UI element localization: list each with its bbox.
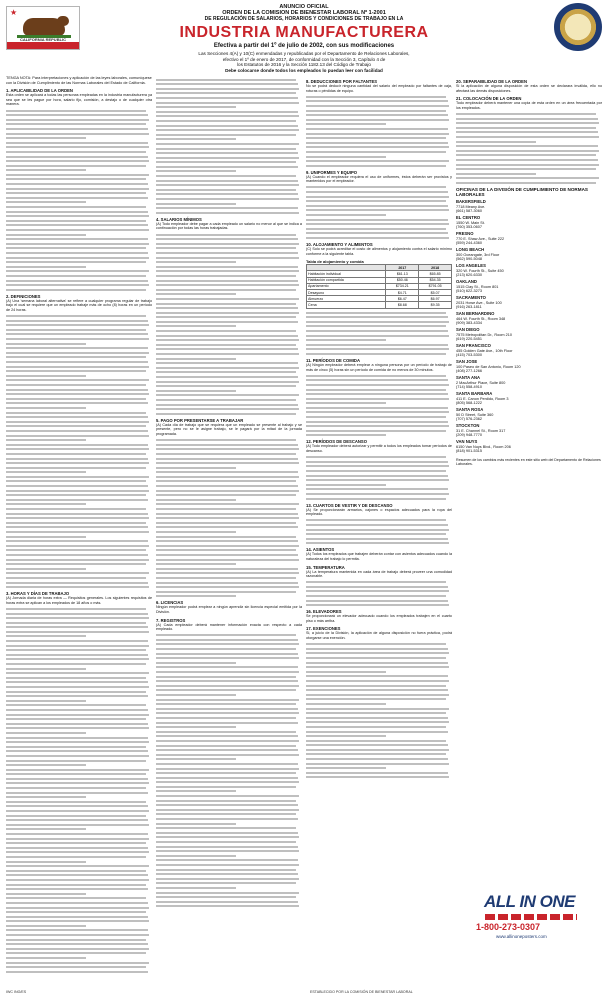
column-4 [456,76,602,974]
office-addr: 1550 W. Main St. [456,220,485,225]
section-title: 1. APLICABILIDAD DE LA ORDEN [6,88,73,94]
section-text: Ningún empleador podrá emplear a ningún aprendiz sin licencia especial emitida por la División. [156,605,302,614]
section-text: Esta orden se aplicará a todas las personas empleadas en la industria manufacturera ya sea que se les pague por hora, salario fijo, comisión, a destajo o de cualquier otra manera. [6,93,152,107]
office-addr: 50 D Street, Suite 360 [456,412,494,417]
section-title: 21. COLOCACIÓN DE LA ORDEN [456,96,522,102]
office-phone: (916) 263-1811 [456,305,482,310]
office-addr: 455 Golden Gate Ave., 10th Floor [456,348,513,353]
lodging-meals-table [306,259,452,308]
body-text-block [306,643,452,778]
body-text-block [156,234,302,415]
table-cell: $61.13 [386,271,419,277]
publisher-badge [462,888,600,972]
order-number: ORDEN DE LA COMISION DE BIENESTAR LABORAL Nº 1-2001 [222,10,386,16]
office-phone: (209) 948-7770 [456,433,482,438]
section-text: (A) Jornada diaria de horas extra — Requisitos generales. Los siguientes requisitos de horas extra se aplican a los empleados de 18 años o más. [6,596,152,605]
section-text: (A) La temperatura mantenida en cada área de trabajo deberá proveer una comodidad razonable. [306,569,452,579]
column-2 [156,76,302,974]
office-entry [456,328,602,342]
office-phone: (213) 620-6330 [456,273,482,278]
section-title: 4. SALARIOS MÍNIMOS [156,216,202,222]
column-3 [306,76,452,974]
table-caption: Tabla de alojamiento y comida [306,259,364,265]
intro-note: TENGA NOTA: Para interpretaciones y aplicación de las leyes laborales, comuníquese con la División de Cumplimiento de las Normas Laborales del Estado de California. [6,76,152,85]
section-title: 13. CUARTOS DE VESTIR Y DE DESCANSO [306,502,393,508]
column-1 [6,76,152,974]
brand-logo: ALL IN ONE [484,892,576,911]
office-name: STOCKTON [456,423,480,429]
office-entry [456,200,602,214]
office-addr: 1515 Clay St., Room 801 [456,284,499,289]
office-entry [456,296,602,310]
section-title: 8. DEDUCCIONES POR FALTANTES [306,79,378,84]
flag-stripes-icon [485,914,577,920]
section-text: Si, a juicio de la División, la aplicación de alguna disposición no fuera práctica, podrá otorgarse una exención. [306,631,452,641]
office-addr: 464 W. Fourth St., Room 348 [456,316,506,321]
section-title: 14. ASIENTOS [306,547,335,553]
effective-date: Efectiva a partir del 1º de julio de 2002, con sus modificaciones [213,43,395,49]
table-cell: Cena [307,302,386,308]
body-text-block [156,79,302,214]
section-title: 11. PERÍODOS DE COMIDA [306,357,360,363]
state-seal-icon [554,3,602,51]
office-phone: (562) 590-5048 [456,257,482,262]
office-phone: (714) 558-4910 [456,385,482,390]
office-phone: (909) 383-4334 [456,321,482,326]
office-entry [456,376,602,390]
section-text: Se proporcionará un elevador adecuado cuando los empleados trabajen en el cuarto piso o más arriba. [306,614,452,623]
table-cell: Desayuno [307,290,386,296]
office-entry [456,280,602,294]
office-entry [456,232,602,246]
body-text-block [6,110,152,291]
office-phone: (805) 568-1222 [456,401,482,406]
body-text-block [156,634,302,907]
office-phone: (619) 220-5451 [456,337,482,342]
section-title: 16. ELEVADORES [306,609,342,615]
office-addr: 7575 Metropolitan Dr., Room 210 [456,332,512,337]
section-text: (A) Se proporcionarán armarios, cajones o espacios adecuados para la ropa del empleado. [306,507,452,517]
office-entry [456,392,602,406]
body-text-block [306,96,452,167]
office-phone: (408) 277-1266 [456,369,482,374]
office-addr: 770 E. Shaw Ave., Suite 222 [456,236,505,241]
table-cell: $65.85 [419,271,452,277]
section-text: (A) Cada empleador deberá mantener información exacta con respecto a cada empleado. [156,622,302,632]
office-addr: 2 MacArthur Place, Suite 800 [456,380,506,385]
star-icon: ★ [10,8,18,17]
official-notice: ANUNCIO OFICIAL [279,4,329,10]
table-header: 2017 [386,265,419,271]
flag-caption: CALIFORNIA REPUBLIC [19,37,67,42]
body-text-block [456,113,602,184]
section-title: 5. PAGO POR PRESENTARSE A TRABAJAR [156,417,244,423]
office-entry [456,408,602,422]
office-addr: 100 Paseo de San Antonio, Room 120 [456,364,521,369]
section-title: 6. LICENCIAS [156,600,184,606]
body-text-block [306,519,452,544]
footer-code: IWC ING/ES [6,990,27,994]
body-text-block [306,375,452,437]
table-row [307,302,452,308]
footer-note: ESTABLECIDO POR LA COMISIÓN DE BIENESTAR LABORAL [310,990,413,994]
office-phone: (559) 244-4360 [456,241,482,246]
section-title: 2. DEFINICIONES [6,293,41,299]
section-text: (A) Todo empleador debe pagar a cada empleado un salario no menor al que se indica a continuación por todas las horas trabajadas. [156,221,302,231]
office-addr: 411 E. Canon Perdido, Room 3 [456,396,509,401]
office-entry [456,440,602,454]
office-name: SANTA ROSA [456,407,484,413]
office-name: LOS ANGELES [456,263,486,269]
table-cell: Habitación compartida [307,277,386,283]
section-title: 15. TEMPERATURA [306,564,345,570]
office-phone: (415) 703-5300 [456,353,482,358]
office-name: SAN FRANCISCO [456,343,491,349]
section-title: 10. ALOJAMIENTO Y ALIMENTOS [306,242,373,247]
section-title: 12. PERÍODOS DE DESCANSO [306,439,367,445]
office-name: EL CENTRO [456,215,481,221]
office-list [456,200,602,454]
office-name: SAN JOSE [456,359,478,365]
bottom-note: Resumen de los cambios más recientes en este sitio web del Departamento de Relaciones Laborales. [456,457,601,467]
table-cell: Almuerzo [307,296,386,302]
section-text: No se podrá deducir ninguna cantidad del salario del empleado por faltantes de caja, roturas o pérdidas de equipo. [306,84,452,93]
table-header: 2018 [419,265,452,271]
amendment-line-2: efectivo el 1º de enero de 2017, de conformidad con la Sección 3, Capítulo 4 de [222,56,386,62]
section-text: (A) Todo empleador deberá autorizar y permitir a todos los empleados tomar períodos de descanso. [306,444,452,454]
section-title: 9. UNIFORMES Y EQUIPO [306,169,358,175]
offices-title: OFICINAS DE LA DIVISIÓN DE CUMPLIMIENTO DE NORMAS LABORALES [456,186,588,198]
amendment-line-3: los Estatutos de 2016 y la Sección 1182.13 del Código de Trabajo [237,62,371,67]
table-cell: Habitación individual [307,271,386,277]
section-text: (A) Cada día de trabajo que se requiera que un empleado se presente al trabajo y se presente, pero no se le asigne trabajo, se le pagará por la mitad de la jornada programada. [156,422,302,436]
office-entry [456,344,602,358]
section-title: 20. SEPARABILIDAD DE LA ORDEN [456,79,527,84]
table-cell: $50.46 [386,277,419,283]
body-text-block [306,312,452,355]
section-title: 7. REGISTROS [156,617,186,623]
body-text-block [306,186,452,239]
table-cell: $791.05 [419,283,452,289]
office-addr: 7718 Meany Ave. [456,204,486,209]
section-text: (A) Todos los empleados que trabajen deberán contar con asientos adecuados cuando la naturaleza del trabajo lo permita. [306,552,452,561]
office-entry [456,312,602,326]
section-text: Todo empleador deberá mantener una copia de esta orden en un área frecuentada por los empleados. [456,101,602,110]
office-addr: 2031 Howe Ave., Suite 100 [456,300,502,305]
office-name: LONG BEACH [456,247,485,253]
office-name: FRESNO [456,231,474,237]
section-text: (A) Ningún empleador deberá emplear a ninguna persona por un período de trabajo de más de cinco (5) horas sin un período de comida de no menos de 30 minutos. [306,362,452,372]
table-cell: $4.71 [386,290,419,296]
section-text: (A) Una 'semana laboral alternativa' se refiere a cualquier programa regular de trabajo bajo el cual se requiere que un empleado trabaje más de ocho (8) horas en un período de 24 horas. [6,298,152,312]
section-title: 3. HORAS Y DÍAS DE TRABAJO [6,591,70,597]
office-name: SANTA BARBARA [456,391,493,397]
office-entry [456,424,602,438]
amendment-line-1: Las Secciones 4(A) y 10(C) enmendadas y republicadas por el Departamento de Relaciones Laborales, [198,51,410,56]
section-text: Si la aplicación de alguna disposición de esta orden se declarara inválida, ello no afectará las demás disposiciones. [456,84,602,93]
body-text-block [6,608,152,973]
office-phone: (661) 587-3060 [456,209,482,214]
office-phone: (818) 901-5315 [456,449,482,454]
office-name: SAN DIEGO [456,327,480,333]
table-cell: $9.35 [419,302,452,308]
section-text: (C) Solo se podrá acreditar el costo de alimentos y alojamiento contra el salario mínimo conforme a la siguiente tabla. [306,247,452,256]
california-flag-icon [6,6,80,50]
table-cell: $6.97 [419,296,452,302]
body-text-block [6,315,152,588]
office-addr: 6150 Van Nuys Blvd., Room 206 [456,444,511,449]
page-title: INDUSTRIA MANUFACTURERA [179,24,429,41]
publisher-website[interactable]: www.allinoneposters.com [496,934,547,939]
office-name: BAKERSFIELD [456,199,486,205]
office-entry [456,360,602,374]
body-text-block [306,581,452,606]
office-entry [456,264,602,278]
office-phone: (760) 353-0607 [456,225,482,230]
section-title: 17. EXENCIONES [306,626,341,632]
office-addr: 320 W. Fourth St., Suite 450 [456,268,504,273]
table-cell: $6.47 [386,296,419,302]
section-text: (A) Cuando el empleador requiera el uso de uniformes, éstos deberán ser provistos y mantenidos por el empleador. [306,174,452,184]
office-name: VAN NUYS [456,439,478,445]
posting-instruction: Debe colocarse donde todos los empleados lo puedan leer con facilidad [225,67,383,73]
office-name: SACRAMENTO [456,295,486,301]
table-cell: $734.21 [386,283,419,289]
office-name: SANTA ANA [456,375,481,381]
body-text-block [156,439,302,597]
office-addr: 300 Oceangate, 3rd Floor [456,252,500,257]
table-cell: Apartamento [307,283,386,289]
table-cell: $54.35 [419,277,452,283]
office-name: SAN BERNARDINO [456,311,495,317]
office-name: OAKLAND [456,279,477,285]
office-phone: (510) 622-3273 [456,289,482,294]
office-entry [456,216,602,230]
office-phone: (707) 576-2362 [456,417,482,422]
office-entry [456,248,602,262]
table-cell: $8.68 [386,302,419,308]
table-cell: $5.07 [419,290,452,296]
office-addr: 31 E. Channel St., Room 317 [456,428,506,433]
body-text-block [306,456,452,499]
regulation-subtitle: DE REGULACIÓN DE SALARIOS, HORARIOS Y CONDICIONES DE TRABAJO EN LA [204,16,404,22]
publisher-phone: 1-800-273-0307 [476,922,541,932]
